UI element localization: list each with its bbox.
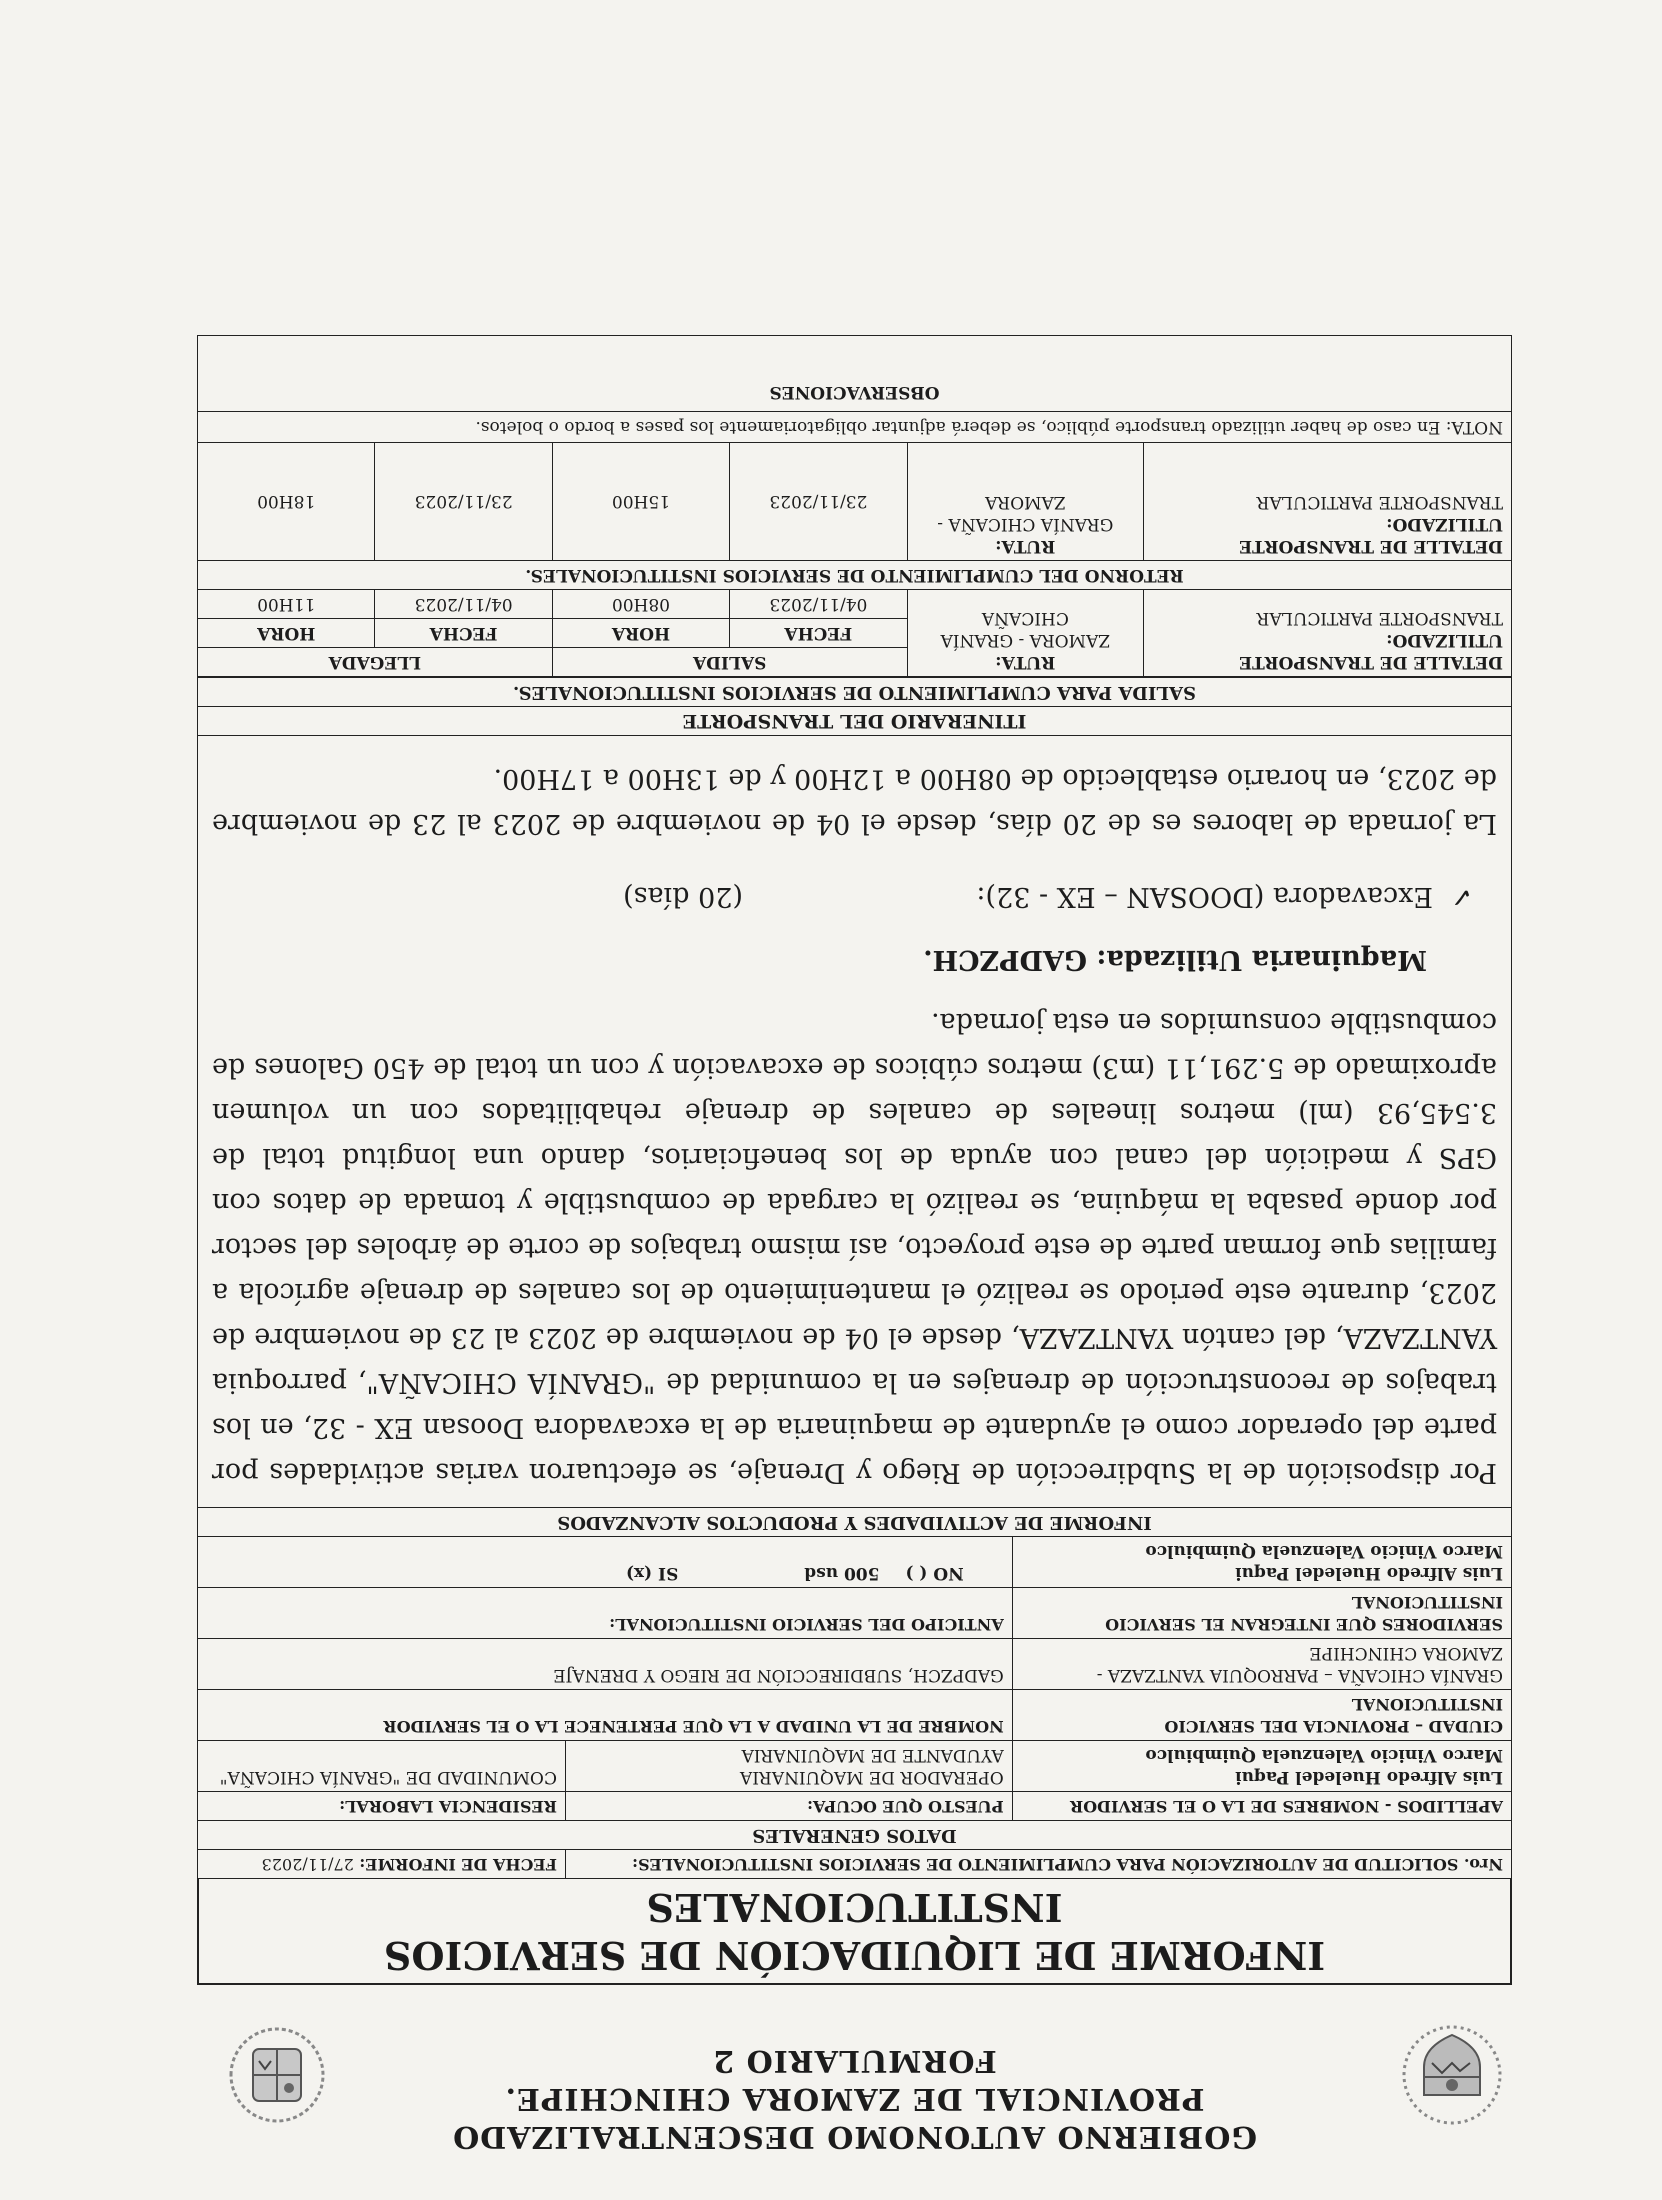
member-name-2: Marco Vinicio Valenzuela Quimbiulco bbox=[1145, 1541, 1503, 1561]
residence-value: COMUNIDAD DE "GRANÍA CHICAÑA" bbox=[198, 1741, 566, 1792]
members-names-cell bbox=[1012, 1537, 1511, 1588]
outbound-departure-header: SALIDA bbox=[552, 648, 907, 677]
form-title: INFORME DE LIQUIDACIÓN DE SERVICIOS INSTITUCIONALES bbox=[197, 1879, 1512, 1985]
provincial-seal-logo bbox=[217, 2015, 337, 2135]
transport-note: NOTA: En caso de haber utilizado transporte público, se deberá adjuntar obligatoriamente los pases a bordo o boletos. bbox=[198, 412, 1512, 443]
observations-title: OBSERVACIONES bbox=[198, 336, 1512, 412]
return-dep-hour: 15H00 bbox=[552, 443, 729, 561]
members-label: SERVIDORES QUE INTEGRAN EL SERVICIO INSTITUCIONAL bbox=[1012, 1588, 1511, 1639]
outbound-route-cell bbox=[907, 590, 1144, 677]
return-dep-date: 23/11/2023 bbox=[730, 443, 907, 561]
return-title: RETORNO DEL CUMPLIMIENTO DE SERVICIOS INSTITUCIONALES. bbox=[198, 561, 1512, 590]
machine-name: Excavadora (DOOSAN – EX - 32): bbox=[976, 881, 1433, 912]
machinery-title: Maquinaria Utilizada: GADPZCH. bbox=[923, 944, 1427, 975]
servant-name-2: Marco Vinicio Valenzuela Quimbiulco bbox=[1145, 1745, 1503, 1765]
outbound-route-label: RUTA: bbox=[995, 652, 1056, 672]
outbound-dep-date-header: FECHA bbox=[730, 619, 907, 648]
outbound-transport-cell bbox=[1144, 590, 1512, 677]
org-name-line1: GOBIERNO AUTONOMO DESCENTRALIZADO bbox=[452, 2119, 1257, 2154]
form-name: FORMULARIO 2 bbox=[712, 2043, 997, 2078]
outbound-arr-date-header: FECHA bbox=[375, 619, 552, 648]
advance-no-option: NO ( ) bbox=[905, 1563, 964, 1583]
return-route-value: GRANÍA CHICAÑA - ZAMORA bbox=[937, 492, 1114, 534]
machine-days: (20 días) bbox=[623, 881, 743, 912]
outbound-arr-hour-header: HORA bbox=[198, 619, 375, 648]
position-label: PUESTO QUE OCUPA: bbox=[565, 1792, 1012, 1821]
general-data-table bbox=[197, 677, 1512, 1879]
report-date-cell bbox=[198, 1850, 566, 1879]
return-arr-date: 23/11/2023 bbox=[375, 443, 552, 561]
machine-row bbox=[212, 874, 1473, 919]
outbound-route-value: ZAMORA - GRANÍA CHICAÑA bbox=[940, 608, 1111, 650]
unit-name-label: NOMBRE DE LA UNIDAD A LA QUE PERTENECE LA O EL SERVIDOR bbox=[383, 1717, 1004, 1736]
checkmark-icon: ✓ bbox=[1450, 881, 1473, 912]
city-province-value: GRANÍA CHICAÑA – PARROQUIA YANTZAZA - ZAMORA CHINCHIPE bbox=[1012, 1639, 1511, 1690]
outbound-dep-hour-header: HORA bbox=[552, 619, 729, 648]
return-transport-cell bbox=[1144, 443, 1512, 561]
servant-positions-cell bbox=[565, 1741, 1012, 1792]
activities-body bbox=[198, 736, 1512, 1508]
unit-name-value: GADPZCH, SUBDIRECCIÓN DE RIEGO Y DRENAJE bbox=[198, 1639, 1013, 1690]
outbound-transport-value: TRANSPORTE PARTICULAR bbox=[1256, 608, 1503, 628]
servant-position-1: OPERADOR DE MAQUINARIA bbox=[740, 1767, 1004, 1787]
outbound-route-table bbox=[197, 335, 1512, 677]
return-arr-hour: 18H00 bbox=[198, 443, 375, 561]
request-number-label: Nro. SOLICITUD DE AUTORIZACIÓN PARA CUMPLIMIENTO DE SERVICIOS INSTITUCIONALES: bbox=[565, 1850, 1511, 1879]
return-transport-label: DETALLE DE TRANSPORTE UTILIZADO: bbox=[1239, 514, 1503, 556]
form-header bbox=[197, 1985, 1512, 2155]
outbound-transport-label: DETALLE DE TRANSPORTE UTILIZADO: bbox=[1239, 630, 1503, 672]
return-route-cell bbox=[907, 443, 1144, 561]
unit-name-cell bbox=[198, 1690, 1013, 1741]
report-date-value: 27/11/2023 bbox=[261, 1855, 354, 1874]
servant-position-2: AYUDANTE DE MAQUINARIA bbox=[741, 1745, 1004, 1765]
itinerary-title: ITINERARIO DEL TRANSPORTE bbox=[198, 707, 1512, 736]
outbound-title: SALIDA PARA CUMPLIMIENTO DE SERVICIOS INSTITUCIONALES. bbox=[198, 678, 1512, 707]
coat-of-arms-logo bbox=[1392, 2015, 1512, 2135]
activities-title: INFORME DE ACTIVIDADES Y PRODUCTOS ALCANZADOS bbox=[198, 1508, 1512, 1537]
activities-paragraph: Por disposición de la Subdirección de Riego y Drenaje, se efectuaron varias actividades por parte del operador como el ayudante de maquinaria de la excavadora Doosan EX - 32, en los trabajos de reconstrucción de drenajes en la comunidad de "GRANÍA CHICAÑA", parroquia YANTZAZA, del cantón YANTZAZA, desde el 04 de noviembre de 2023 al 23 de noviembre de 2023, durante este periodo se realizó el mantenimiento de los canales de drenaje agrícola a familias que forman parte de este proyecto, así mismo trabajos de corte de árboles del sector por donde pasaba la máquina, se realizó la cargada de combustible y tomada de datos con GPS y medición del canal con ayuda de los beneficiarios, dando una longitud total de 3.545,93 (ml) metros lineales de canales de drenaje rehabilitados con un volumen aproximado de 5.291,11 (m3) metros cúbicos de excavación y con un total de 450 Galones de combustible consumidos en esta jornada. bbox=[212, 1007, 1497, 1488]
advance-amount: 500 usd bbox=[804, 1563, 880, 1583]
advance-yes-option: SI (x) bbox=[625, 1563, 679, 1583]
advance-label: ANTICIPO DEL SERVICIO INSTITUCIONAL: bbox=[198, 1588, 1013, 1639]
servant-name-1: Luis Alfredo Hueledel Paqui bbox=[1235, 1767, 1503, 1787]
return-transport-value: TRANSPORTE PARTICULAR bbox=[1256, 492, 1503, 512]
general-data-title: DATOS GENERALES bbox=[198, 1821, 1512, 1850]
outbound-dep-hour: 08H00 bbox=[552, 590, 729, 619]
org-name-line2: PROVINCIAL DE ZAMORA CHINCHIPE. bbox=[504, 2081, 1205, 2116]
liquidation-form bbox=[197, 335, 1512, 2155]
outbound-dep-date: 04/11/2023 bbox=[730, 590, 907, 619]
outbound-arr-hour: 11H00 bbox=[198, 590, 375, 619]
report-date-label: FECHA DE INFORME: bbox=[359, 1855, 557, 1874]
names-label: APELLIDOS - NOMBRES DE LA O EL SERVIDOR bbox=[1012, 1792, 1511, 1821]
city-province-cell bbox=[1012, 1690, 1511, 1741]
outbound-arrival-header: LLEGADA bbox=[198, 648, 553, 677]
member-name-1: Luis Alfredo Hueledel Paqui bbox=[1235, 1563, 1503, 1583]
work-schedule: La jornada de labores es de 20 días, desde el 04 de noviembre de 2023 al 23 de noviembre de 2023, en horario establecido de 08H00 a 12H00 y de 13H00 a 17H00. bbox=[212, 763, 1497, 839]
return-route-label: RUTA: bbox=[995, 536, 1056, 556]
residence-label: RESIDENCIA LABORAL: bbox=[198, 1792, 566, 1821]
outbound-arr-date: 04/11/2023 bbox=[375, 590, 552, 619]
advance-options-cell bbox=[198, 1537, 1013, 1588]
city-province-label: CIUDAD – PROVINCIA DEL SERVICIO INSTITUCIONAL bbox=[1164, 1695, 1503, 1736]
servant-names-cell bbox=[1012, 1741, 1511, 1792]
